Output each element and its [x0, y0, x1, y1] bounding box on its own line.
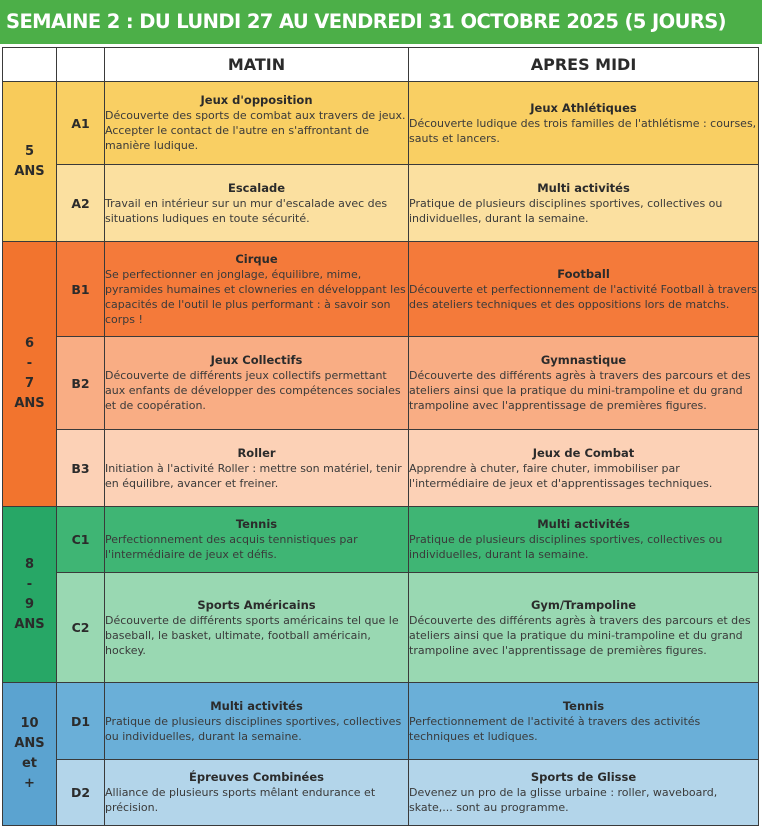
morning-activity [105, 242, 409, 337]
afternoon-activity [409, 242, 759, 337]
activity-description: Découverte de différents jeux collectifs permettant aux enfants de développer des compétences sociales et de coopération. [105, 369, 401, 412]
activity-description: Découverte des différents agrès à travers des parcours et des ateliers ainsi que la pratique du mini-trampoline et du grand trampoline avec l'apprentissage de premières figures. [409, 613, 751, 657]
group-code: C2 [57, 573, 105, 683]
table-row [3, 507, 759, 573]
afternoon-activity [409, 82, 759, 165]
table-row [3, 337, 759, 430]
table-row [3, 430, 759, 507]
afternoon-activity [409, 760, 759, 826]
morning-column-header: MATIN [105, 48, 409, 82]
morning-activity [105, 82, 409, 165]
activity-title: Multi activités [537, 517, 630, 531]
activity-description: Perfectionnement des acquis tennistiques par l'intermédiaire de jeux et défis. [105, 533, 358, 561]
corner-cell [57, 48, 105, 82]
group-code: B1 [57, 242, 105, 337]
activity-description: Devenez un pro de la glisse urbaine : roller, waveboard, skate,... sont au programme. [409, 786, 718, 814]
morning-activity [105, 683, 409, 760]
afternoon-column-header: APRES MIDI [409, 48, 759, 82]
activity-title: Épreuves Combinées [188, 770, 325, 784]
morning-activity [105, 165, 409, 242]
activity-title: Jeux de Combat [532, 445, 635, 460]
activity-title: Sports de Glisse [530, 770, 637, 784]
activity-title: Roller [237, 445, 276, 460]
group-code: D1 [57, 683, 105, 760]
group-code: D2 [57, 760, 105, 826]
activity-description: Alliance de plusieurs sports mêlant endurance et précision. [105, 786, 376, 814]
schedule-table [2, 47, 759, 826]
table-row [3, 82, 759, 165]
table-row [3, 683, 759, 760]
group-code: C1 [57, 507, 105, 573]
page-title: SEMAINE 2 : DU LUNDI 27 AU VENDREDI 31 OCTOBRE 2025 (5 JOURS) [0, 0, 762, 44]
group-code: B2 [57, 337, 105, 430]
afternoon-activity [409, 430, 759, 507]
activity-title: Jeux d'opposition [200, 93, 313, 107]
activity-title: Multi activités [537, 180, 630, 195]
afternoon-activity [409, 573, 759, 683]
afternoon-activity [409, 165, 759, 242]
afternoon-activity [409, 683, 759, 760]
table-row [3, 242, 759, 337]
activity-title: Cirque [235, 251, 278, 266]
morning-activity [105, 573, 409, 683]
afternoon-activity [409, 507, 759, 573]
activity-description: Initiation à l'activité Roller : mettre son matériel, tenir en équilibre, avancer et freiner. [105, 461, 402, 490]
activity-description: Apprendre à chuter, faire chuter, immobiliser par l'intermédiaire de jeux et d'apprentissages techniques. [409, 461, 713, 490]
activity-description: Pratique de plusieurs disciplines sportives, collectives ou individuelles, durant la semaine. [409, 196, 723, 225]
activity-description: Découverte des différents agrès à travers des parcours et des ateliers ainsi que la pratique du mini-trampoline et du grand trampoline avec l'apprentissage de premières figures. [409, 369, 751, 412]
activity-title: Escalade [227, 180, 285, 195]
morning-activity [105, 430, 409, 507]
activity-title: Sports Américains [197, 597, 316, 612]
age-group-label: 6 - 7 ANS [3, 242, 57, 507]
age-group-label: 5 ANS [3, 82, 57, 242]
activity-title: Gym/Trampoline [530, 597, 637, 612]
morning-activity [105, 337, 409, 430]
table-row [3, 760, 759, 826]
table-row [3, 573, 759, 683]
activity-description: Perfectionnement de l'activité à travers des activités techniques et ludiques. [409, 714, 701, 743]
activity-description: Découverte des sports de combat aux travers de jeux. Accepter le contact de l'autre en s'affrontant de manière ludique. [105, 109, 406, 152]
corner-cell [3, 48, 57, 82]
group-code: A1 [57, 82, 105, 165]
age-group-label: 8 - 9 ANS [3, 507, 57, 683]
activity-description: Travail en intérieur sur un mur d'escalade avec des situations ludiques en toute sécurité. [105, 196, 388, 225]
morning-activity [105, 507, 409, 573]
activity-title: Gymnastique [540, 353, 627, 367]
activity-description: Se perfectionner en jonglage, équilibre, mime, pyramides humaines et clowneries en développant les capacités de l'outil le plus performant : à savoir son corps ! [105, 267, 406, 326]
header-row [3, 48, 759, 82]
group-code: B3 [57, 430, 105, 507]
activity-description: Découverte et perfectionnement de l'activité Football à travers des ateliers techniques et des oppositions lors de matchs. [409, 282, 757, 311]
group-code: A2 [57, 165, 105, 242]
activity-description: Pratique de plusieurs disciplines sportives, collectives ou individuelles, durant la semaine. [409, 533, 723, 561]
age-group-label: 10 ANS et + [3, 683, 57, 826]
activity-title: Jeux Athlétiques [530, 100, 637, 115]
afternoon-activity [409, 337, 759, 430]
activity-description: Découverte de différents sports américains tel que le baseball, le basket, ultimate, football américain, hockey. [105, 613, 399, 657]
activity-title: Tennis [235, 517, 278, 531]
activity-description: Découverte ludique des trois familles de l'athlétisme : courses, sauts et lancers. [409, 116, 757, 145]
activity-description: Pratique de plusieurs disciplines sportives, collectives ou individuelles, durant la semaine. [105, 714, 402, 743]
table-row [3, 165, 759, 242]
activity-title: Jeux Collectifs [210, 353, 303, 367]
morning-activity [105, 760, 409, 826]
activity-title: Tennis [562, 698, 605, 713]
activity-title: Multi activités [210, 698, 303, 713]
activity-title: Football [557, 266, 610, 281]
